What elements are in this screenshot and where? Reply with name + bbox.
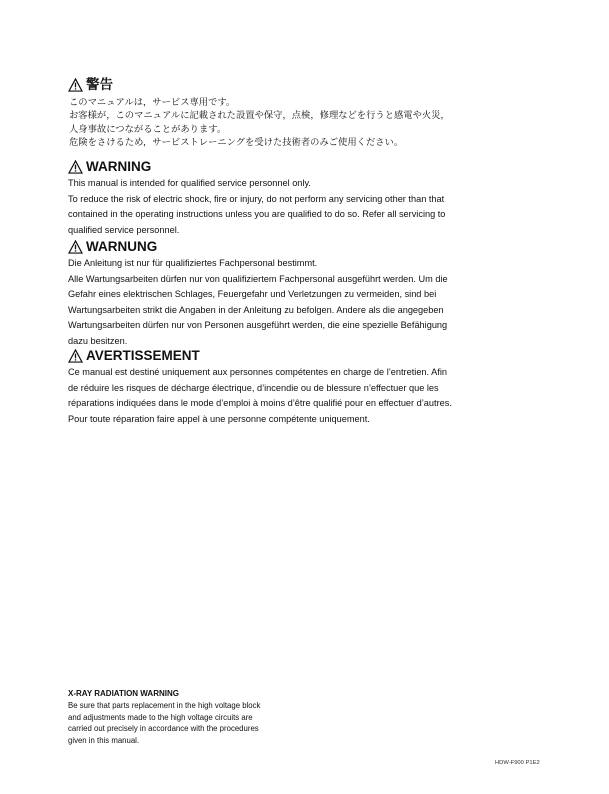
warning-ja-line: 人身事故につながることがあります。 [69,123,227,135]
warning-ja-body [68,96,498,150]
warning-fr-section [68,347,498,427]
warning-en-line: To reduce the risk of electric shock, fire or injury, do not perform any servicing other than that [68,193,445,204]
warning-ja-section [68,76,498,150]
warning-de-section [68,238,498,350]
xray-warning-line: and adjustments made to the high voltage circuits are [68,712,253,722]
warning-fr-line: de réduire les risques de décharge électrique, d’incendie ou de blessure n’effectuer que les [68,382,439,393]
warning-en-line: This manual is intended for qualified service personnel only. [68,178,311,188]
warning-triangle-icon [68,349,83,363]
warning-de-line: Wartungsarbeiten dürfen nur von Personen ausgeführt werden, die eine spezielle Befähigung [68,320,448,331]
warning-fr-body [68,365,498,427]
warning-en-title: WARNING [86,159,152,174]
xray-warning-line: Be sure that parts replacement in the high voltage block [68,701,261,710]
warning-ja-title: 警告 [86,77,113,93]
warning-ja-line: このマニュアルは，サービス専用です。 [69,97,236,108]
warning-en-heading [68,158,498,176]
warning-en-section [68,158,498,238]
warning-triangle-icon [68,160,83,174]
warning-ja-line: お客様が，このマニュアルに記載された設置や保守，点検，修理などを行うと感電や火災， [69,110,450,122]
warning-triangle-icon [68,78,83,92]
warning-triangle-icon [68,240,83,254]
warning-en-line: qualified service personnel. [68,224,180,235]
xray-warning-section [68,688,298,746]
warning-en-body [68,176,498,238]
warning-de-heading [68,238,498,256]
xray-warning-line: given in this manual. [68,735,140,745]
warning-de-line: Alle Wartungsarbeiten dürfen nur von qualifiziertem Fachpersonal ausgeführt werden. Um die [68,273,448,284]
document-code: HDW-F900 P1E2 [495,760,540,766]
warning-de-title: WARNUNG [86,239,158,254]
warning-en-line: contained in the operating instructions unless you are qualified to do so. Refer all servicing to [68,209,446,220]
warning-ja-heading [68,76,498,94]
xray-warning-line: carried out precisely in accordance with the procedures [68,724,259,733]
warning-de-line: Wartungsarbeiten strikt die Angaben in der Anleitung zu befolgen. Andere als die angegeben [68,304,444,315]
xray-warning-title: X-RAY RADIATION WARNING [68,689,179,698]
warning-fr-title: AVERTISSEMENT [86,348,200,363]
warning-de-line: dazu besitzen. [68,335,128,346]
warning-fr-line: Ce manual est destiné uniquement aux personnes compétentes en charge de l’entretien. Afin [68,367,447,377]
warning-fr-heading [68,347,498,365]
warning-ja-line: 危険をさけるため，サービストレーニングを受けた技術者のみご使用ください。 [69,137,404,149]
warning-de-line: Die Anleitung ist nur für qualifiziertes Fachpersonal bestimmt. [68,258,318,268]
warning-fr-line: Pour toute réparation faire appel à une personne compétente uniquement. [68,413,370,424]
warning-de-body [68,256,498,350]
warning-fr-line: réparations indiquées dans le mode d’emploi à moins d’être qualifié pour en effectuer d’autres. [68,398,452,409]
warning-de-line: Gefahr eines elektrischen Schlages, Feuergefahr und Verletzungen zu vermeiden, sind bei [68,289,437,300]
